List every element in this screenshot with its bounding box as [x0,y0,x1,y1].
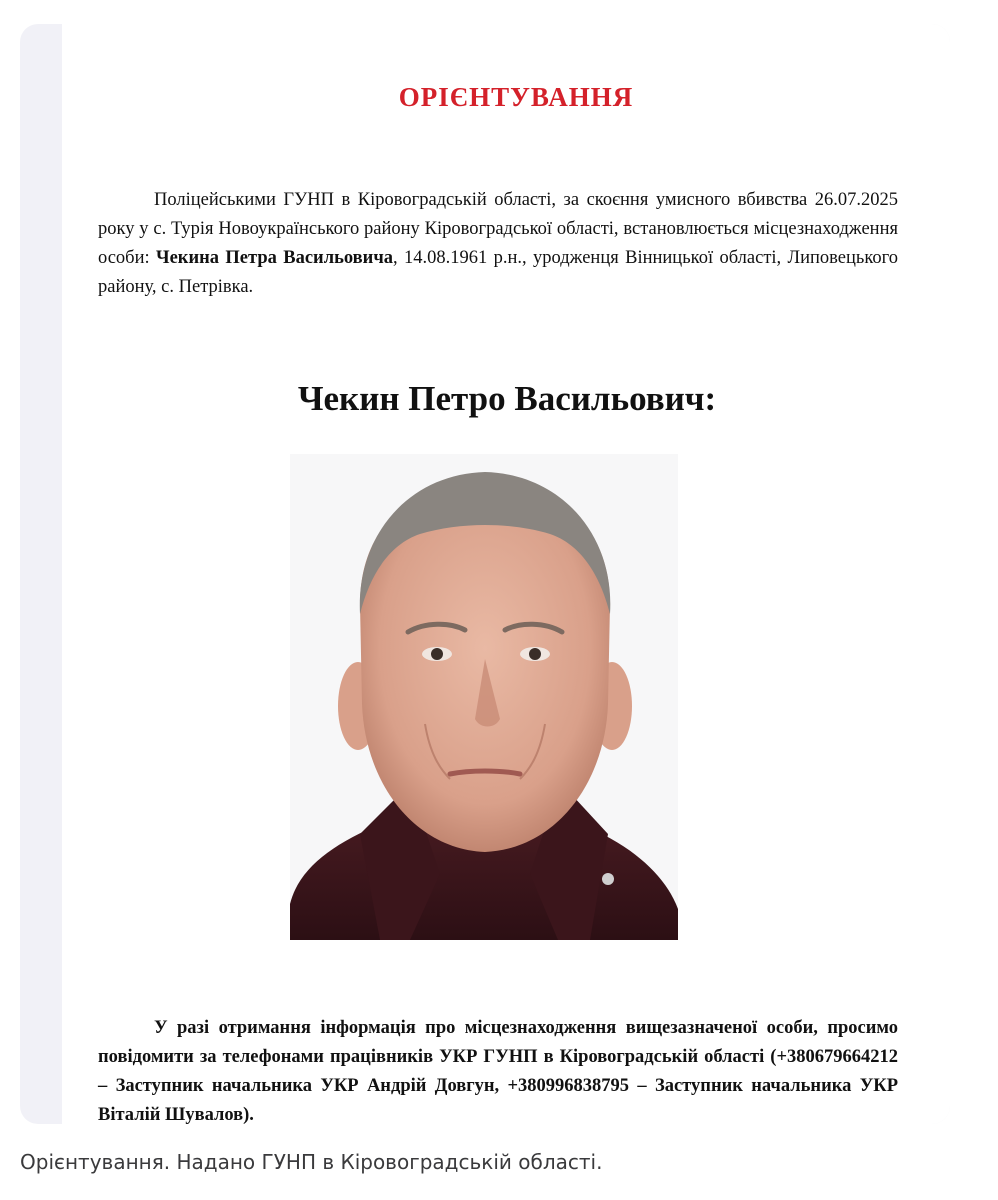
notice-card [20,24,950,1124]
notice-intro-paragraph [98,186,898,302]
notice-heading: ОРІЄНТУВАННЯ [398,82,634,112]
person-name-title: Чекин Петро Васильович: [297,379,717,418]
person-photo [290,454,678,940]
intro-wanted-name: Чекина Петра Васильовича [156,248,393,268]
intro-text-part2: , 14.08.1961 р.н., уродженця Вінницької області, Липовецького району, с. Петрівка. [98,248,899,297]
notice-contact-paragraph [98,1014,898,1124]
intro-text-part1: Поліцейськими ГУНП в Кіровоградській області, за скоєння умисного вбивства 26.07.2025 року у с. Турія Новоукраїнського району Кіровоградської області, встановлюється місцезнаходження особи: [98,190,898,268]
contact-text: У разі отримання інформація про місцезнаходження вищезазначеної особи, просимо повідомити за телефонами працівників УКР ГУНП в Кіровоградській області (+380679664212 – Заступник начальника УКР Андрій Довгун, +380996838795 – Заступник начальника УКР Віталій Шувалов). [98,1018,898,1124]
image-caption: Орієнтування. Надано ГУНП в Кіровоградській області. [20,1150,603,1174]
notice-page [62,24,950,1124]
